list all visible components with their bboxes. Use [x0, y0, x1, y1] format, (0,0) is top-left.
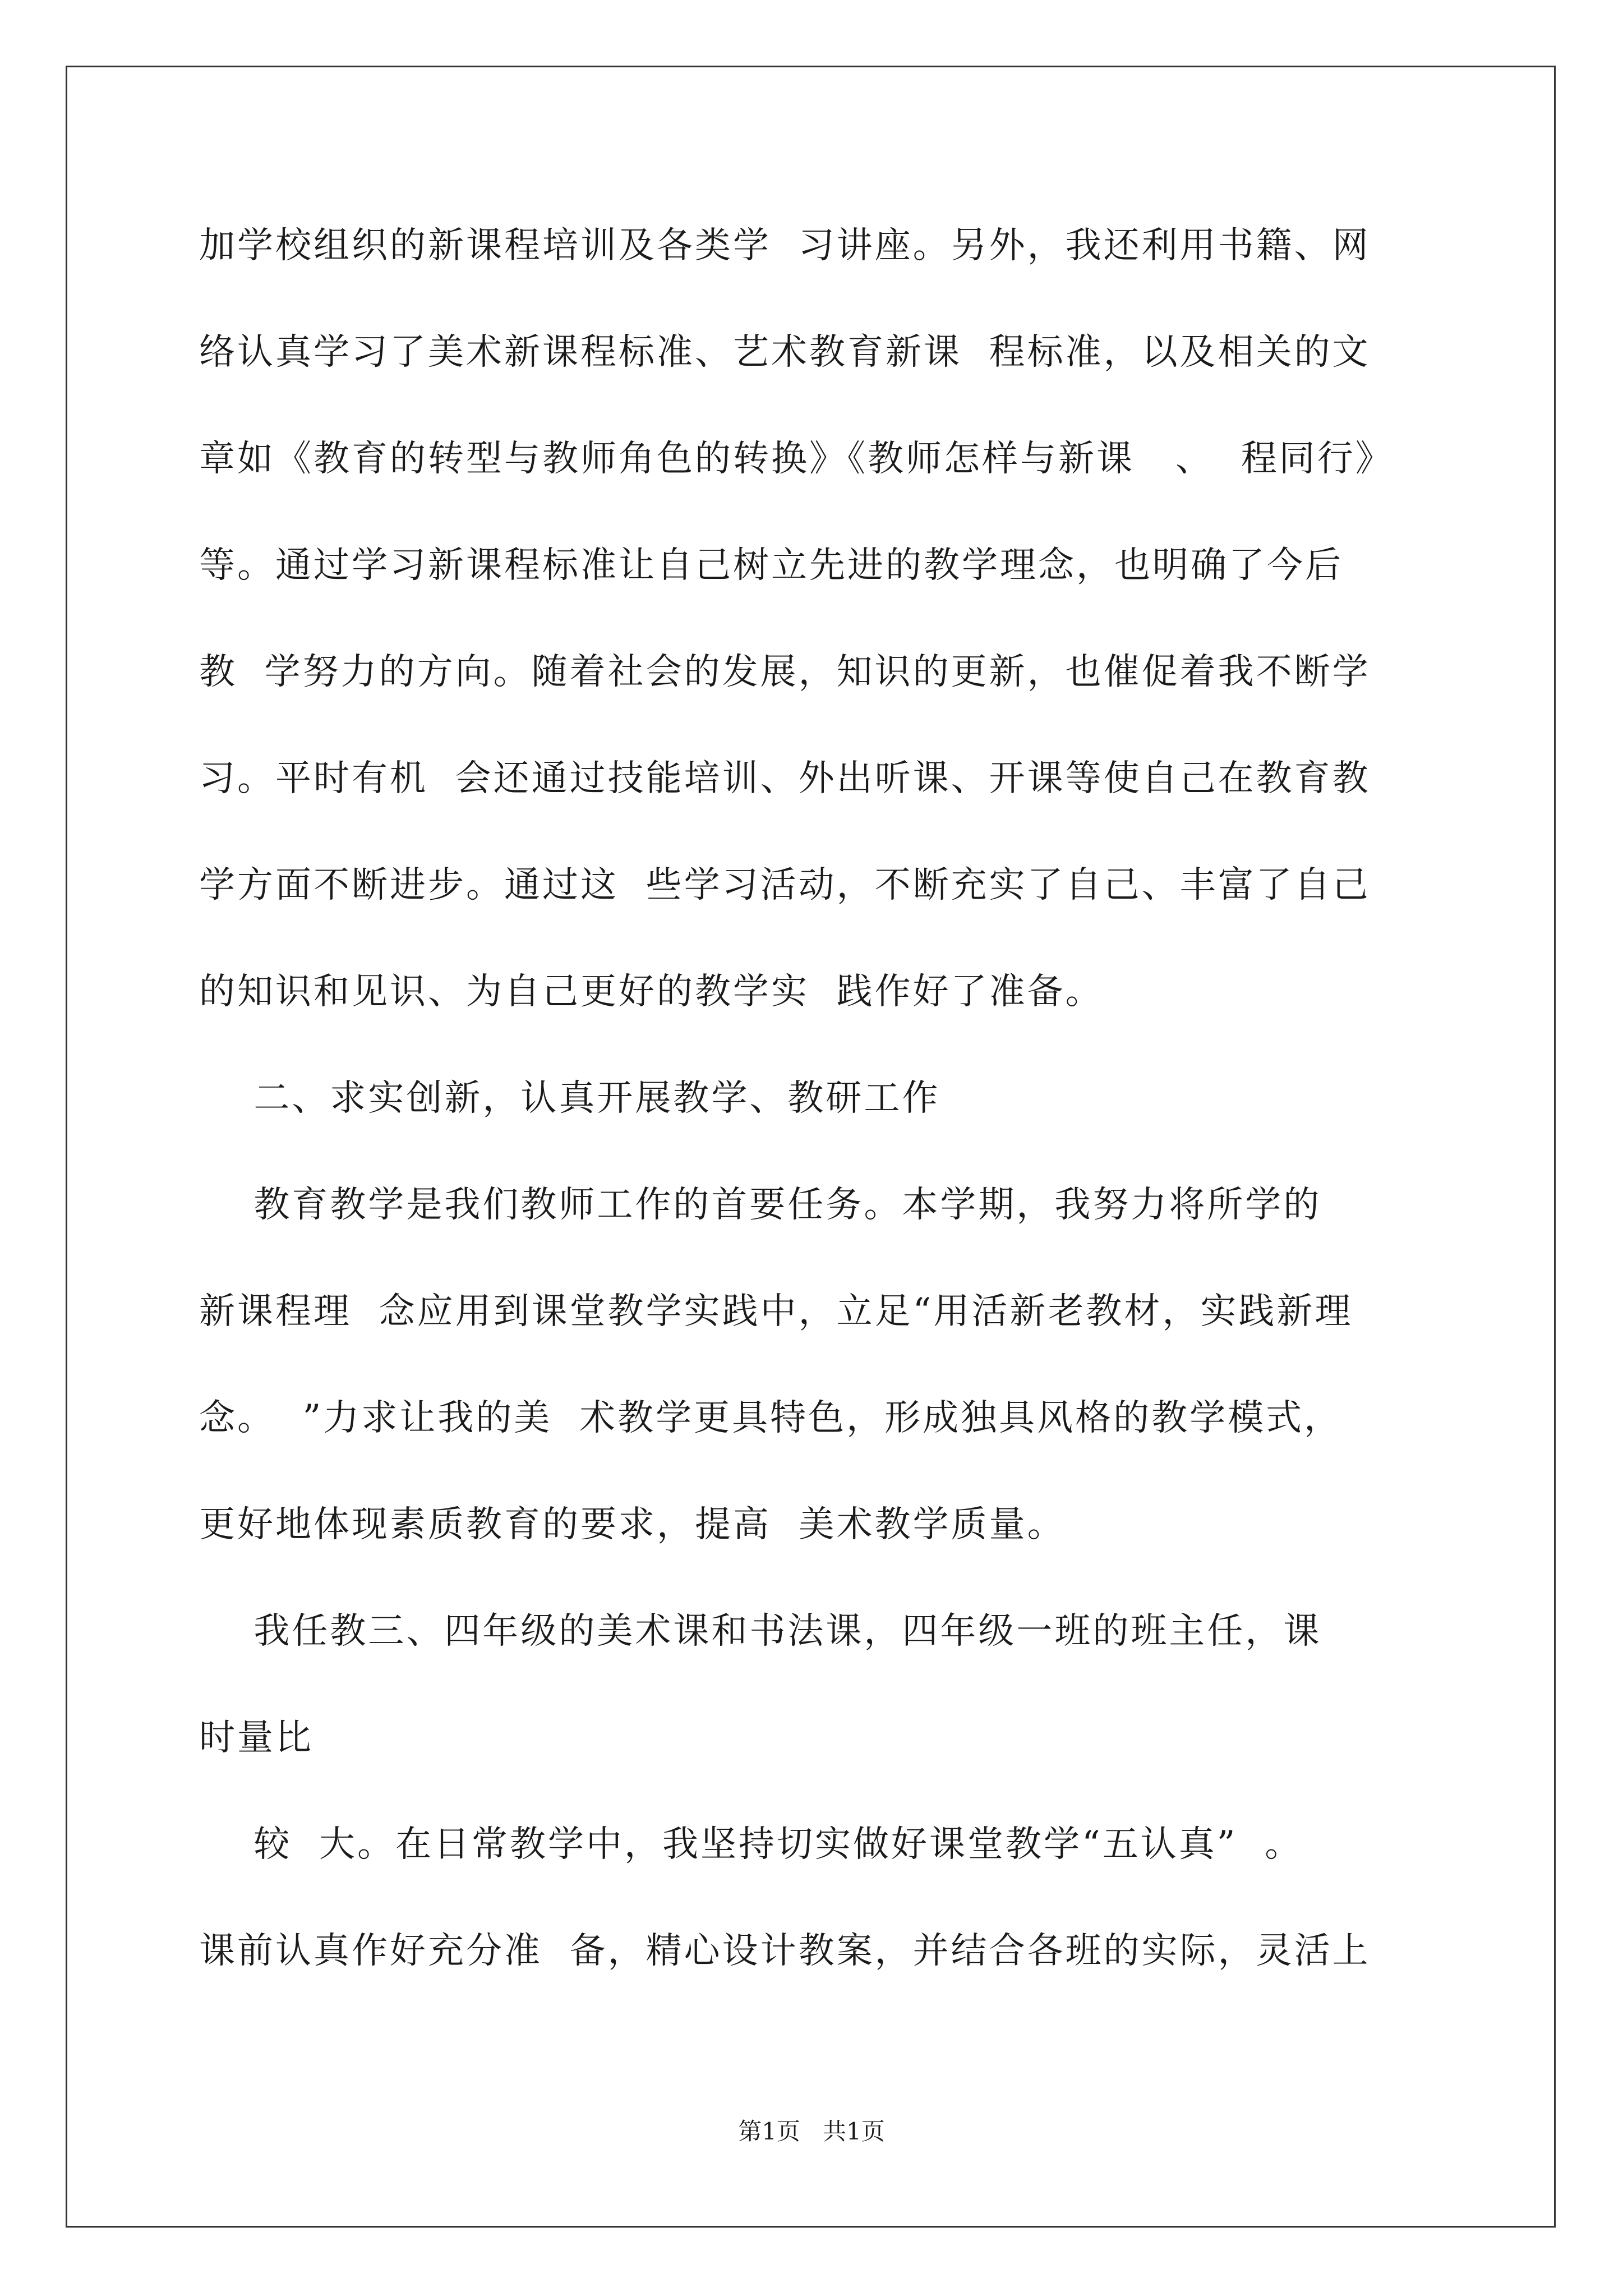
page-footer: 第1页 共1页: [738, 2118, 885, 2145]
text-line: 念。 ”力求让我的美 术教学更具特色，形成独具风格的教学模式，: [199, 1397, 1343, 1439]
page-border: [66, 66, 1556, 2228]
text-line: 章如《教育的转型与教师角色的转换》《教师怎样与新课 、 程同行》: [199, 438, 1394, 480]
section-heading: 二、求实创新，认真开展教学、教研工作: [199, 1078, 940, 1119]
text-line: 等。通过学习新课程标准让自己树立先进的教学理念，也明确了今后: [199, 545, 1343, 586]
text-line: 习。平时有机 会还通过技能培训、外出听课、开课等使自己在教育教: [199, 758, 1371, 799]
text-line: 新课程理 念应用到课堂教学实践中，立足“用活新老教材，实践新理: [199, 1291, 1353, 1332]
text-line: 课前认真作好充分准 备，精心设计教案，并结合各班的实际，灵活上: [199, 1930, 1371, 1972]
text-line: 学方面不断进步。通过这 些学习活动，不断充实了自己、丰富了自己: [199, 864, 1371, 906]
text-line: 时量比: [199, 1717, 313, 1759]
text-line: 更好地体现素质教育的要求，提高 美术教学质量。: [199, 1504, 1066, 1545]
text-line: 教 学努力的方向。随着社会的发展，知识的更新，也催促着我不断学: [199, 651, 1371, 693]
text-line: 的知识和见识、为自己更好的教学实 践作好了准备。: [199, 971, 1104, 1013]
text-line: 较 大。在日常教学中，我坚持切实做好课堂教学“五认真” 。: [199, 1824, 1303, 1865]
text-line: 我任教三、四年级的美术课和书法课，四年级一班的班主任，课: [199, 1611, 1322, 1652]
text-line: 教育教学是我们教师工作的首要任务。本学期，我努力将所学的: [199, 1184, 1322, 1226]
text-line: 络认真学习了美术新课程标准、艺术教育新课 程标准，以及相关的文: [199, 332, 1371, 373]
text-line: 加学校组织的新课程培训及各类学 习讲座。另外，我还利用书籍、网: [199, 225, 1371, 266]
